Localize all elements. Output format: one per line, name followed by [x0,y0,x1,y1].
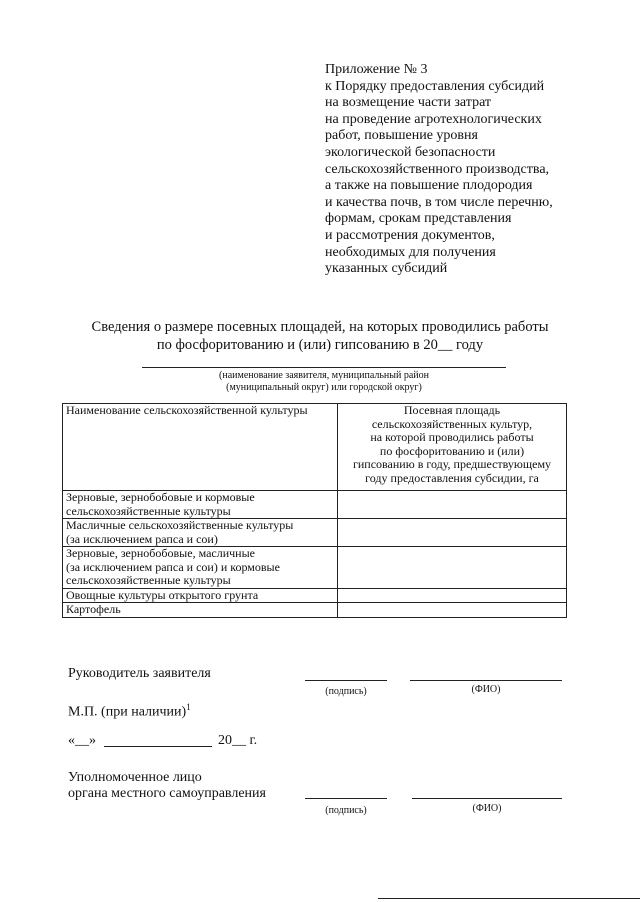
appendix-line: и рассмотрения документов, [325,227,495,243]
crop-name-line: Зерновые, зернобобовые и кормовые [66,490,255,504]
crop-name-line: сельскохозяйственные культуры [66,503,231,518]
table-row [63,603,567,618]
crop-name-line: сельскохозяйственные культуры [66,573,231,587]
official-label-line-2: органа местного самоуправления [68,786,266,801]
title-line-1: Сведения о размере посевных площадей, на которых проводились работы [91,319,549,335]
crop-name-cell [63,588,338,603]
appendix-line: формам, срокам представления [325,211,512,227]
crop-name-line: (за исключением рапса и сои) [66,531,218,546]
date-day: «__» [68,733,96,748]
crop-name-line: Зерновые, зернобобовые, масличные [66,546,255,560]
area-value-cell[interactable] [338,547,567,589]
date-year: 20__ г. [218,733,258,748]
appendix-line: и качества почв, в том числе перечню, [325,194,553,210]
head-of-applicant-label: Руководитель заявителя [68,666,211,681]
appendix-line: работ, повышение уровня [325,128,478,144]
crop-name-cell [63,491,338,519]
crop-name-line: (за исключением рапса и сои) и кормовые [66,559,280,574]
stamp-label [68,702,191,721]
appendix-line: на возмещение части затрат [325,95,492,111]
header-area-line: по фосфоритованию и (или) [379,443,525,458]
crop-name-cell [63,547,338,589]
table-row [63,547,567,589]
crop-name-line: Овощные культуры открытого грунта [66,587,259,602]
appendix-header [325,62,625,278]
header-area-line: гипсованию в году, предшествующему [352,457,552,471]
applicant-caption-line-2: (муниципальный округ) или городской округ) [226,382,422,393]
crop-name-line: Масличные сельскохозяйственные культуры [66,518,294,532]
crop-name-cell [63,603,338,618]
header-area-line: на которой проводились работы [370,430,534,444]
official-signature-line[interactable] [305,798,387,799]
appendix-line: на проведение агротехнологических [325,111,542,127]
table-row [63,491,567,519]
header-area [338,404,567,491]
head-fio-caption: (ФИО) [471,684,501,695]
official-fio-caption: (ФИО) [472,803,502,814]
title-line-2: по фосфоритованию и (или) гипсованию в 20__ году [156,337,484,353]
head-fio-line[interactable] [410,680,562,681]
stamp-label-text: М.П. (при наличии) [68,704,187,720]
appendix-line: к Порядку предоставления субсидий [325,78,545,94]
appendix-line: Приложение № 3 [325,62,428,77]
header-area-line: году предоставления субсидии, га [365,470,539,485]
head-signature-caption: (подпись) [325,686,367,697]
footnote-separator [378,898,640,899]
area-value-cell[interactable] [338,491,567,519]
header-area-line: Посевная площадь [403,403,501,417]
head-signature-line[interactable] [305,680,387,681]
appendix-line: сельскохозяйственного производства, [325,161,550,177]
area-value-cell[interactable] [338,519,567,547]
header-area-line: сельскохозяйственных культур, [371,416,533,431]
table-header-row [63,404,567,491]
date-month-line[interactable] [104,746,212,747]
stamp-footnote-mark: 1 [186,702,191,712]
appendix-line: а также на повышение плодородия [325,178,533,194]
official-signature-caption: (подпись) [325,805,367,816]
appendix-line: указанных субсидий [325,261,448,277]
area-value-cell[interactable] [338,603,567,618]
applicant-caption [142,370,506,394]
official-label-line-1: Уполномоченное лицо [68,770,202,785]
crop-name-cell [63,519,338,547]
document-title [40,318,600,354]
appendix-line: необходимых для получения [325,244,496,260]
applicant-name-line [142,367,506,368]
area-value-cell[interactable] [338,588,567,603]
crop-area-table [62,403,567,618]
appendix-line: экологической безопасности [325,144,496,160]
table-row [63,519,567,547]
applicant-caption-line-1: (наименование заявителя, муниципальный район [219,370,429,381]
official-fio-line[interactable] [412,798,562,799]
header-crop-name: Наименование сельскохозяйственной культуры [63,404,338,491]
crop-name-line: Картофель [66,602,121,616]
table-row [63,588,567,603]
official-label [68,770,266,802]
